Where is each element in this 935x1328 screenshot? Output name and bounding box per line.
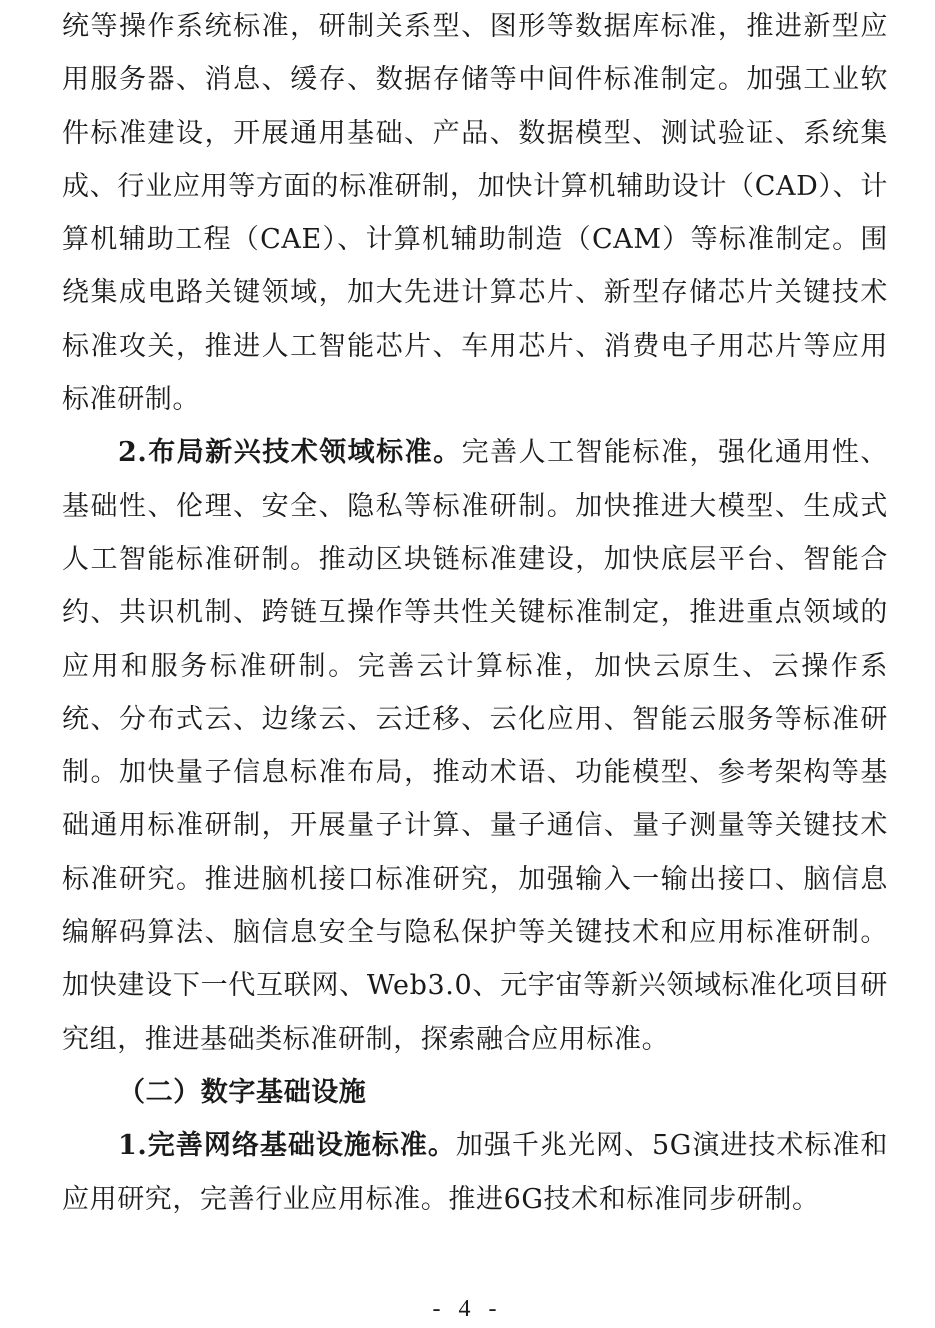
document-page	[62, 0, 888, 1226]
body-paragraph	[62, 0, 888, 426]
paragraph-text: 加强千兆光网、5G演进技术标准和应用研究，完善行业应用标准。推进6G技术和标准同步研制。	[62, 1130, 888, 1215]
paragraph-text: 统等操作系统标准，研制关系型、图形等数据库标准，推进新型应用服务器、消息、缓存、数据存储等中间件标准制定。加强工业软件标准建设，开展通用基础、产品、数据模型、测试验证、系统集成、行业应用等方面的标准研制，加快计算机辅助设计（CAD）、计算机辅助工程（CAE）、计算机辅助制造（CAM）等标准制定。围绕集成电路关键领域，加大先进计算芯片、新型存储芯片关键技术标准攻关，推进人工智能芯片、车用芯片、消费电子用芯片等应用标准研制。	[62, 11, 888, 416]
body-paragraph	[62, 426, 888, 1066]
section-heading: （二）数字基础设施	[118, 1076, 367, 1108]
page-number: - 4 -	[432, 1296, 503, 1322]
paragraph-text: 完善人工智能标准，强化通用性、基础性、伦理、安全、隐私等标准研制。加快推进大模型、生成式人工智能标准研制。推动区块链标准建设，加快底层平台、智能合约、共识机制、跨链互操作等共性关键标准制定，推进重点领域的应用和服务标准研制。完善云计算标准，加快云原生、云操作系统、分布式云、边缘云、云迁移、云化应用、智能云服务等标准研制。加快量子信息标准布局，推动术语、功能模型、参考架构等基础通用标准研制，开展量子计算、量子通信、量子测量等关键技术标准研究。推进脑机接口标准研究，加强输入一输出接口、脑信息编解码算法、脑信息安全与隐私保护等关键技术和应用标准研制。加快建设下一代互联网、Web3.0、元宇宙等新兴领域标准化项目研究组，推进基础类标准研制，探索融合应用标准。	[62, 437, 888, 1055]
body-paragraph	[62, 1119, 888, 1226]
paragraph-lead-heading: 2.布局新兴技术领域标准。	[118, 437, 462, 469]
paragraph-lead-heading: 1.完善网络基础设施标准。	[118, 1130, 456, 1162]
